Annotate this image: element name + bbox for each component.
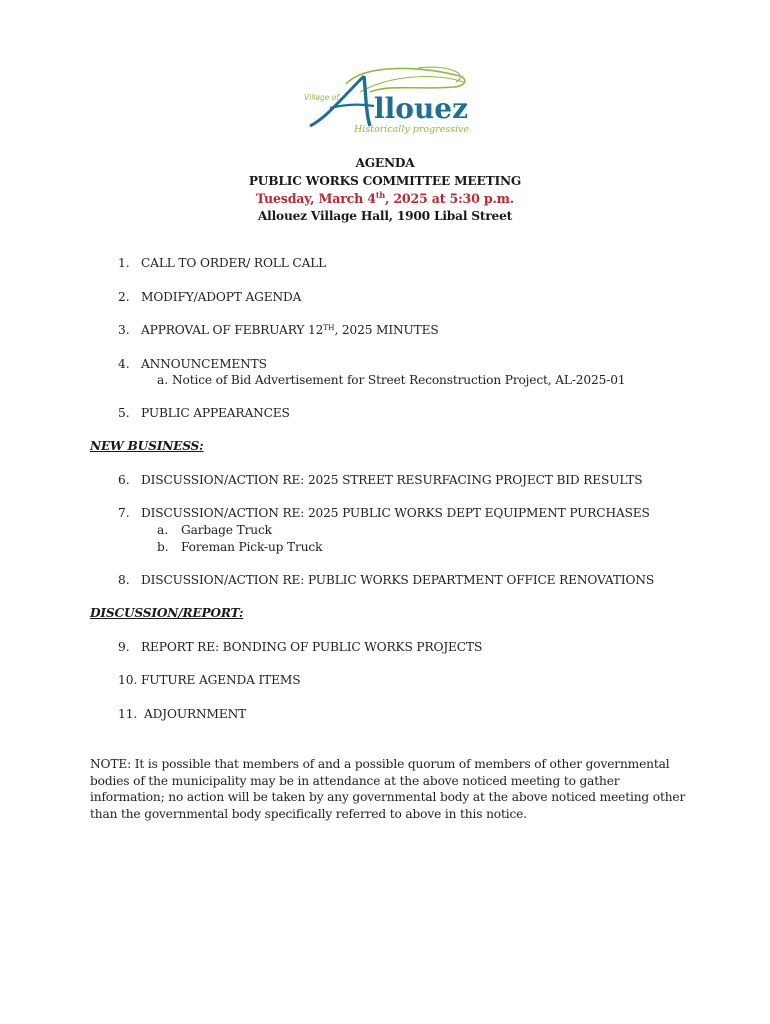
svg-text:llouez: llouez bbox=[374, 92, 469, 125]
item-9-number: 9. bbox=[118, 640, 130, 654]
item-4-text: ANNOUNCEMENTS bbox=[141, 357, 267, 371]
item-7-text: DISCUSSION/ACTION RE: 2025 PUBLIC WORKS DEPT EQUIPMENT PURCHASES bbox=[141, 506, 650, 520]
item-3-number: 3. bbox=[118, 323, 130, 337]
agenda-header bbox=[0, 155, 770, 225]
discussion-report-heading: DISCUSSION/REPORT: bbox=[90, 606, 244, 620]
item-2-text: MODIFY/ADOPT AGENDA bbox=[141, 290, 302, 304]
meeting-name: PUBLIC WORKS COMMITTEE MEETING bbox=[248, 173, 522, 188]
item-7b-text: Foreman Pick-up Truck bbox=[181, 540, 323, 554]
item-9-text: REPORT RE: BONDING OF PUBLIC WORKS PROJECTS bbox=[141, 640, 483, 654]
item-10-number: 10. bbox=[118, 673, 138, 687]
item-7a-letter: a. bbox=[157, 523, 169, 537]
item-1-text: CALL TO ORDER/ ROLL CALL bbox=[141, 256, 327, 270]
item-4a-text: Notice of Bid Advertisement for Street Reconstruction Project, AL-2025-01 bbox=[172, 373, 626, 387]
svg-text:Village of: Village of bbox=[304, 93, 339, 102]
notice-line-4: than the governmental body specifically referred to above in this notice. bbox=[90, 806, 527, 821]
item-3-text: APPROVAL OF FEBRUARY 12TH, 2025 MINUTES bbox=[141, 323, 439, 337]
item-8-number: 8. bbox=[118, 573, 130, 587]
item-7-number: 7. bbox=[118, 506, 130, 520]
item-5-text: PUBLIC APPEARANCES bbox=[141, 406, 290, 420]
village-of-allouez-logo bbox=[300, 66, 472, 138]
agenda-title: AGENDA bbox=[355, 156, 415, 170]
quorum-notice bbox=[90, 756, 690, 822]
item-5-number: 5. bbox=[118, 406, 130, 420]
item-6-number: 6. bbox=[118, 473, 130, 487]
notice-line-3: information; no action will be taken by any governmental body at the above noticed meeting other bbox=[90, 790, 686, 805]
notice-line-1: NOTE: It is possible that members of and a possible quorum of members of other governmental bbox=[90, 757, 670, 771]
item-6-text: DISCUSSION/ACTION RE: 2025 STREET RESURFACING PROJECT BID RESULTS bbox=[141, 473, 643, 487]
new-business-heading: NEW BUSINESS: bbox=[90, 439, 204, 453]
item-7a-text: Garbage Truck bbox=[181, 523, 272, 537]
item-1-number: 1. bbox=[118, 256, 130, 270]
item-2-number: 2. bbox=[118, 290, 130, 304]
meeting-date: Tuesday, March 4th, 2025 at 5:30 p.m. bbox=[256, 190, 514, 206]
item-7b-letter: b. bbox=[157, 540, 169, 554]
item-11-number: 11. bbox=[118, 707, 138, 721]
item-4a-letter: a. bbox=[157, 373, 169, 387]
item-11-text: ADJOURNMENT bbox=[144, 707, 247, 721]
meeting-location: Allouez Village Hall, 1900 Libal Street bbox=[257, 208, 513, 223]
item-10-text: FUTURE AGENDA ITEMS bbox=[141, 673, 301, 687]
item-8-text: DISCUSSION/ACTION RE: PUBLIC WORKS DEPARTMENT OFFICE RENOVATIONS bbox=[141, 573, 655, 587]
svg-text:Historically progressive: Historically progressive bbox=[354, 124, 470, 135]
item-4-number: 4. bbox=[118, 357, 130, 371]
notice-line-2: bodies of the municipality may be in attendance at the above noticed meeting to gather bbox=[90, 773, 620, 788]
